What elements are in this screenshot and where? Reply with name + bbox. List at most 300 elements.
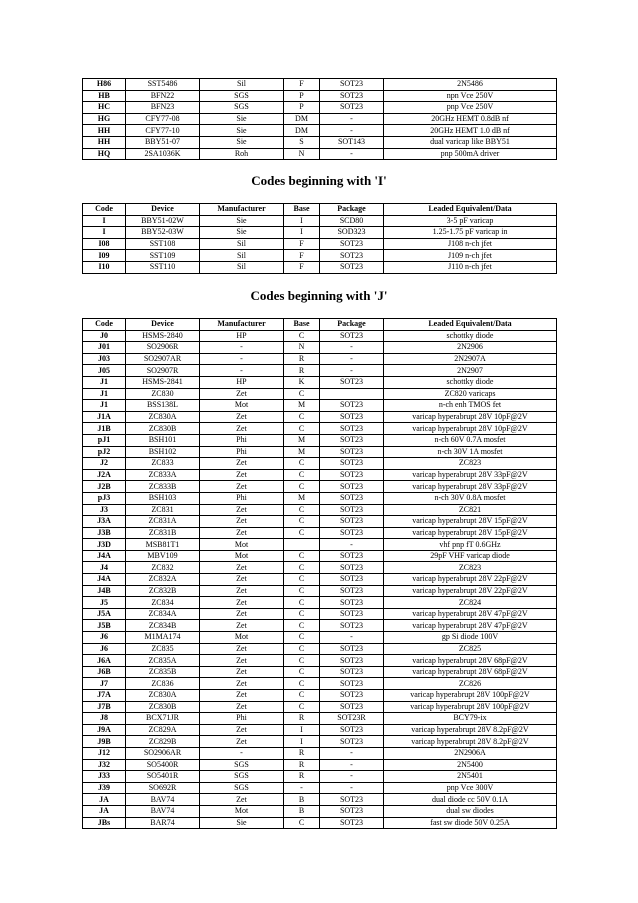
cell-code: J3B	[83, 527, 126, 539]
cell-manufacturer: Zet	[200, 481, 284, 493]
cell-device: ZC829B	[126, 736, 200, 748]
cell-code: J1	[83, 388, 126, 400]
table-row	[83, 539, 557, 551]
cell-package: SOT23	[320, 550, 384, 562]
cell-manufacturer: Zet	[200, 597, 284, 609]
cell-device: ZC830B	[126, 423, 200, 435]
cell-package: SOT23	[320, 805, 384, 817]
cell-code: J9B	[83, 736, 126, 748]
cell-manufacturer: SGS	[200, 759, 284, 771]
table-row	[83, 562, 557, 574]
table-row	[83, 148, 557, 160]
cell-code: J33	[83, 771, 126, 783]
cell-code: J2	[83, 458, 126, 470]
cell-device: SST5486	[126, 79, 200, 91]
cell-base: C	[284, 423, 320, 435]
cell-base: C	[284, 516, 320, 528]
cell-manufacturer: -	[200, 353, 284, 365]
cell-package: SOT23	[320, 330, 384, 342]
col-header-package: Package	[320, 319, 384, 331]
cell-package: SOT23	[320, 516, 384, 528]
cell-device: BBY51-02W	[126, 215, 200, 227]
table-row	[83, 469, 557, 481]
cell-equivalent: 2N5401	[384, 771, 557, 783]
table-header-row	[83, 319, 557, 331]
cell-package: SOD323	[320, 227, 384, 239]
cell-manufacturer: Mot	[200, 805, 284, 817]
cell-base: C	[284, 620, 320, 632]
cell-package: -	[320, 125, 384, 137]
table-row	[83, 632, 557, 644]
cell-equivalent: ZC826	[384, 678, 557, 690]
cell-equivalent: 2N2906	[384, 342, 557, 354]
cell-device: BFN23	[126, 102, 200, 114]
table-row	[83, 817, 557, 829]
cell-manufacturer: SGS	[200, 782, 284, 794]
cell-package: -	[320, 759, 384, 771]
cell-equivalent: 2N5400	[384, 759, 557, 771]
table-row	[83, 136, 557, 148]
cell-manufacturer: HP	[200, 376, 284, 388]
table-row	[83, 713, 557, 725]
cell-device: HSMS-2841	[126, 376, 200, 388]
cell-base: C	[284, 655, 320, 667]
cell-equivalent: vhf pnp fT 0.6GHz	[384, 539, 557, 551]
cell-package: SOT23	[320, 527, 384, 539]
cell-code: I09	[83, 250, 126, 262]
cell-base: C	[284, 550, 320, 562]
cell-device: ZC835	[126, 643, 200, 655]
cell-package: -	[320, 353, 384, 365]
cell-device: MSB81T1	[126, 539, 200, 551]
cell-manufacturer: Mot	[200, 632, 284, 644]
cell-device: BSH101	[126, 434, 200, 446]
cell-device: 2SA1036K	[126, 148, 200, 160]
cell-manufacturer: Zet	[200, 620, 284, 632]
cell-manufacturer: Zet	[200, 388, 284, 400]
cell-package: SOT23	[320, 655, 384, 667]
cell-manufacturer: Mot	[200, 539, 284, 551]
cell-equivalent: varicap hyperabrupt 28V 100pF@2V	[384, 690, 557, 702]
cell-base: R	[284, 353, 320, 365]
cell-equivalent: varicap hyperabrupt 28V 33pF@2V	[384, 481, 557, 493]
cell-base: DM	[284, 113, 320, 125]
cell-code: J3D	[83, 539, 126, 551]
table-row	[83, 261, 557, 273]
cell-code: HH	[83, 125, 126, 137]
cell-package: SOT23	[320, 481, 384, 493]
cell-base: C	[284, 632, 320, 644]
cell-device: CFY77-10	[126, 125, 200, 137]
table-row	[83, 227, 557, 239]
cell-device: SO2907R	[126, 365, 200, 377]
cell-manufacturer: Roh	[200, 148, 284, 160]
cell-base: C	[284, 330, 320, 342]
cell-package: SOT23	[320, 79, 384, 91]
cell-package: SOT23	[320, 701, 384, 713]
col-header-base: Base	[284, 204, 320, 216]
cell-manufacturer: Zet	[200, 527, 284, 539]
cell-base: C	[284, 481, 320, 493]
cell-manufacturer: Sie	[200, 817, 284, 829]
cell-device: SO692R	[126, 782, 200, 794]
table-row	[83, 585, 557, 597]
cell-manufacturer: Zet	[200, 562, 284, 574]
cell-code: J1A	[83, 411, 126, 423]
cell-code: J5B	[83, 620, 126, 632]
cell-device: ZC832B	[126, 585, 200, 597]
table-row	[83, 666, 557, 678]
cell-code: J7	[83, 678, 126, 690]
cell-device: SO2907AR	[126, 353, 200, 365]
cell-package: SOT23	[320, 597, 384, 609]
cell-code: J3A	[83, 516, 126, 528]
cell-base: R	[284, 747, 320, 759]
cell-base: P	[284, 102, 320, 114]
cell-equivalent: gp Si diode 100V	[384, 632, 557, 644]
cell-code: J7A	[83, 690, 126, 702]
table-row	[83, 90, 557, 102]
cell-device: ZC830B	[126, 701, 200, 713]
cell-equivalent: dual sw diodes	[384, 805, 557, 817]
cell-manufacturer: Phi	[200, 492, 284, 504]
cell-code: HG	[83, 113, 126, 125]
cell-equivalent: varicap hyperabrupt 28V 15pF@2V	[384, 516, 557, 528]
table-row	[83, 747, 557, 759]
cell-manufacturer: Sil	[200, 238, 284, 250]
cell-equivalent: n-ch 60V 0.7A mosfet	[384, 434, 557, 446]
cell-manufacturer: Sie	[200, 227, 284, 239]
cell-manufacturer: Zet	[200, 411, 284, 423]
cell-base: C	[284, 817, 320, 829]
table-row	[83, 504, 557, 516]
cell-device: BBY51-07	[126, 136, 200, 148]
cell-device: BAV74	[126, 794, 200, 806]
cell-code: I10	[83, 261, 126, 273]
cell-device: BSH102	[126, 446, 200, 458]
cell-base: F	[284, 261, 320, 273]
cell-base: C	[284, 562, 320, 574]
cell-package: SOT23	[320, 376, 384, 388]
cell-equivalent: pnp Vce 300V	[384, 782, 557, 794]
cell-package: SOT23	[320, 90, 384, 102]
cell-manufacturer: Zet	[200, 504, 284, 516]
cell-device: BCX71JR	[126, 713, 200, 725]
table-row	[83, 353, 557, 365]
cell-code: J6A	[83, 655, 126, 667]
cell-package: SOT23	[320, 678, 384, 690]
cell-base: F	[284, 238, 320, 250]
cell-package: SOT23	[320, 574, 384, 586]
cell-equivalent: ZC825	[384, 643, 557, 655]
table-row	[83, 215, 557, 227]
cell-equivalent: 20GHz HEMT 0.8dB nf	[384, 113, 557, 125]
cell-base: C	[284, 597, 320, 609]
cell-device: BBY52-03W	[126, 227, 200, 239]
cell-base: R	[284, 771, 320, 783]
cell-package: SOT23	[320, 238, 384, 250]
table-row	[83, 574, 557, 586]
cell-package: SOT23	[320, 434, 384, 446]
table-row	[83, 376, 557, 388]
cell-equivalent: varicap hyperabrupt 28V 22pF@2V	[384, 574, 557, 586]
cell-code: J1B	[83, 423, 126, 435]
cell-equivalent: pnp 500mA driver	[384, 148, 557, 160]
table-row	[83, 771, 557, 783]
cell-manufacturer: Sil	[200, 250, 284, 262]
cell-manufacturer: SGS	[200, 90, 284, 102]
table-row	[83, 125, 557, 137]
cell-device: HSMS-2840	[126, 330, 200, 342]
cell-device: SST108	[126, 238, 200, 250]
cell-code: J5A	[83, 608, 126, 620]
table-row	[83, 411, 557, 423]
cell-device: ZC832A	[126, 574, 200, 586]
cell-code: J6B	[83, 666, 126, 678]
cell-base: C	[284, 608, 320, 620]
cell-manufacturer: Sie	[200, 215, 284, 227]
cell-code: H86	[83, 79, 126, 91]
cell-package: -	[320, 342, 384, 354]
cell-code: J7B	[83, 701, 126, 713]
cell-base: C	[284, 458, 320, 470]
cell-manufacturer: Zet	[200, 469, 284, 481]
cell-device: SO5400R	[126, 759, 200, 771]
cell-code: HH	[83, 136, 126, 148]
cell-device: ZC834A	[126, 608, 200, 620]
cell-equivalent: 3-5 pF varicap	[384, 215, 557, 227]
table-row	[83, 794, 557, 806]
table-row	[83, 724, 557, 736]
table-row	[83, 550, 557, 562]
cell-base: P	[284, 90, 320, 102]
cell-code: I	[83, 227, 126, 239]
cell-code: JA	[83, 805, 126, 817]
cell-code: I08	[83, 238, 126, 250]
cell-device: MBV109	[126, 550, 200, 562]
cell-package: SOT143	[320, 136, 384, 148]
table-row	[83, 655, 557, 667]
cell-package: -	[320, 148, 384, 160]
cell-device: ZC831A	[126, 516, 200, 528]
cell-code: J39	[83, 782, 126, 794]
table-row	[83, 102, 557, 114]
cell-code: JA	[83, 794, 126, 806]
cell-package: SOT23	[320, 690, 384, 702]
cell-device: ZC835B	[126, 666, 200, 678]
cell-equivalent: varicap hyperabrupt 28V 47pF@2V	[384, 608, 557, 620]
cell-base: I	[284, 724, 320, 736]
cell-base: M	[284, 400, 320, 412]
table-row	[83, 516, 557, 528]
cell-manufacturer: SGS	[200, 771, 284, 783]
table-row	[83, 759, 557, 771]
cell-device: SO2906R	[126, 342, 200, 354]
cell-device: ZC834B	[126, 620, 200, 632]
cell-equivalent: varicap hyperabrupt 28V 47pF@2V	[384, 620, 557, 632]
cell-package: SOT23	[320, 492, 384, 504]
cell-base: C	[284, 574, 320, 586]
cell-equivalent: n-ch 30V 0.8A mosfet	[384, 492, 557, 504]
cell-base: C	[284, 585, 320, 597]
cell-code: J2B	[83, 481, 126, 493]
cell-code: J4A	[83, 550, 126, 562]
cell-equivalent: J110 n-ch jfet	[384, 261, 557, 273]
cell-equivalent: varicap hyperabrupt 28V 68pF@2V	[384, 655, 557, 667]
cell-equivalent: npn Vce 250V	[384, 90, 557, 102]
cell-equivalent: dual varicap like BBY51	[384, 136, 557, 148]
cell-manufacturer: Zet	[200, 724, 284, 736]
table-row	[83, 446, 557, 458]
cell-base: M	[284, 492, 320, 504]
col-header-device: Device	[126, 319, 200, 331]
cell-equivalent: n-ch enh TMOS fet	[384, 400, 557, 412]
cell-package: SOT23	[320, 411, 384, 423]
cell-manufacturer: Sil	[200, 79, 284, 91]
cell-device: BAV74	[126, 805, 200, 817]
table-row	[83, 342, 557, 354]
cell-code: J01	[83, 342, 126, 354]
cell-device: ZC831B	[126, 527, 200, 539]
cell-device: ZC833	[126, 458, 200, 470]
cell-manufacturer: Zet	[200, 608, 284, 620]
cell-base: C	[284, 388, 320, 400]
cell-equivalent: fast sw diode 50V 0.25A	[384, 817, 557, 829]
cell-device: M1MA174	[126, 632, 200, 644]
cell-code: HC	[83, 102, 126, 114]
cell-code: J6	[83, 643, 126, 655]
cell-manufacturer: Phi	[200, 446, 284, 458]
cell-package	[320, 388, 384, 400]
cell-manufacturer: Mot	[200, 550, 284, 562]
codes-j-table	[82, 318, 557, 829]
cell-equivalent: 20GHz HEMT 1.0 dB nf	[384, 125, 557, 137]
cell-equivalent: ZC823	[384, 458, 557, 470]
codes-h-table	[82, 78, 557, 160]
cell-package: SOT23	[320, 446, 384, 458]
cell-code: pJ2	[83, 446, 126, 458]
cell-package: SOT23	[320, 261, 384, 273]
cell-manufacturer: Zet	[200, 585, 284, 597]
cell-equivalent: dual diode cc 50V 0.1A	[384, 794, 557, 806]
table-row	[83, 330, 557, 342]
col-header-code: Code	[83, 319, 126, 331]
cell-manufacturer: -	[200, 342, 284, 354]
table-row	[83, 805, 557, 817]
cell-base: -	[284, 782, 320, 794]
cell-base: R	[284, 759, 320, 771]
cell-manufacturer: Zet	[200, 643, 284, 655]
section-title-i: Codes beginning with 'I'	[251, 173, 387, 188]
cell-equivalent: 29pF VHF varicap diode	[384, 550, 557, 562]
table-row	[83, 400, 557, 412]
cell-manufacturer: Zet	[200, 678, 284, 690]
cell-package: -	[320, 539, 384, 551]
cell-device: BAR74	[126, 817, 200, 829]
cell-device: SO2906AR	[126, 747, 200, 759]
cell-base: F	[284, 250, 320, 262]
cell-package: -	[320, 632, 384, 644]
cell-manufacturer: Zet	[200, 574, 284, 586]
table-row	[83, 527, 557, 539]
cell-equivalent: varicap hyperabrupt 28V 15pF@2V	[384, 527, 557, 539]
cell-manufacturer: -	[200, 365, 284, 377]
cell-code: J03	[83, 353, 126, 365]
cell-package: SOT23	[320, 817, 384, 829]
cell-manufacturer: Zet	[200, 458, 284, 470]
cell-manufacturer: Sie	[200, 125, 284, 137]
cell-base: S	[284, 136, 320, 148]
cell-package: SOT23	[320, 250, 384, 262]
cell-manufacturer: HP	[200, 330, 284, 342]
cell-package: SOT23R	[320, 713, 384, 725]
cell-package: SOT23	[320, 504, 384, 516]
cell-equivalent: 2N2906A	[384, 747, 557, 759]
table-row	[83, 782, 557, 794]
cell-device: BFN22	[126, 90, 200, 102]
cell-package: -	[320, 365, 384, 377]
cell-base: C	[284, 643, 320, 655]
cell-base: M	[284, 446, 320, 458]
cell-code: J12	[83, 747, 126, 759]
table-row	[83, 250, 557, 262]
cell-device: ZC835A	[126, 655, 200, 667]
cell-manufacturer: Zet	[200, 690, 284, 702]
cell-manufacturer: Mot	[200, 400, 284, 412]
table-row	[83, 481, 557, 493]
table-header-row	[83, 204, 557, 216]
cell-code: J6	[83, 632, 126, 644]
cell-manufacturer: -	[200, 747, 284, 759]
cell-device: ZC830A	[126, 411, 200, 423]
cell-base: N	[284, 148, 320, 160]
table-row	[83, 701, 557, 713]
cell-base: B	[284, 794, 320, 806]
cell-code: J9A	[83, 724, 126, 736]
table-row	[83, 678, 557, 690]
cell-base: I	[284, 215, 320, 227]
cell-manufacturer: Zet	[200, 794, 284, 806]
cell-code: pJ1	[83, 434, 126, 446]
col-header-device: Device	[126, 204, 200, 216]
cell-manufacturer: Zet	[200, 655, 284, 667]
cell-package: SCD80	[320, 215, 384, 227]
cell-package: SOT23	[320, 423, 384, 435]
table-row	[83, 620, 557, 632]
cell-code: J1	[83, 400, 126, 412]
cell-code: J3	[83, 504, 126, 516]
cell-package: SOT23	[320, 469, 384, 481]
cell-device: ZC829A	[126, 724, 200, 736]
cell-base: DM	[284, 125, 320, 137]
cell-package: SOT23	[320, 400, 384, 412]
cell-package: -	[320, 782, 384, 794]
cell-equivalent: ZC824	[384, 597, 557, 609]
cell-device: ZC830A	[126, 690, 200, 702]
table-row	[83, 608, 557, 620]
cell-device: ZC836	[126, 678, 200, 690]
cell-base: M	[284, 434, 320, 446]
cell-device: BSH103	[126, 492, 200, 504]
cell-device: CFY77-08	[126, 113, 200, 125]
cell-base: N	[284, 342, 320, 354]
cell-code: J8	[83, 713, 126, 725]
table-row	[83, 423, 557, 435]
cell-package: SOT23	[320, 794, 384, 806]
table-row	[83, 458, 557, 470]
cell-manufacturer: Phi	[200, 713, 284, 725]
cell-base: C	[284, 690, 320, 702]
